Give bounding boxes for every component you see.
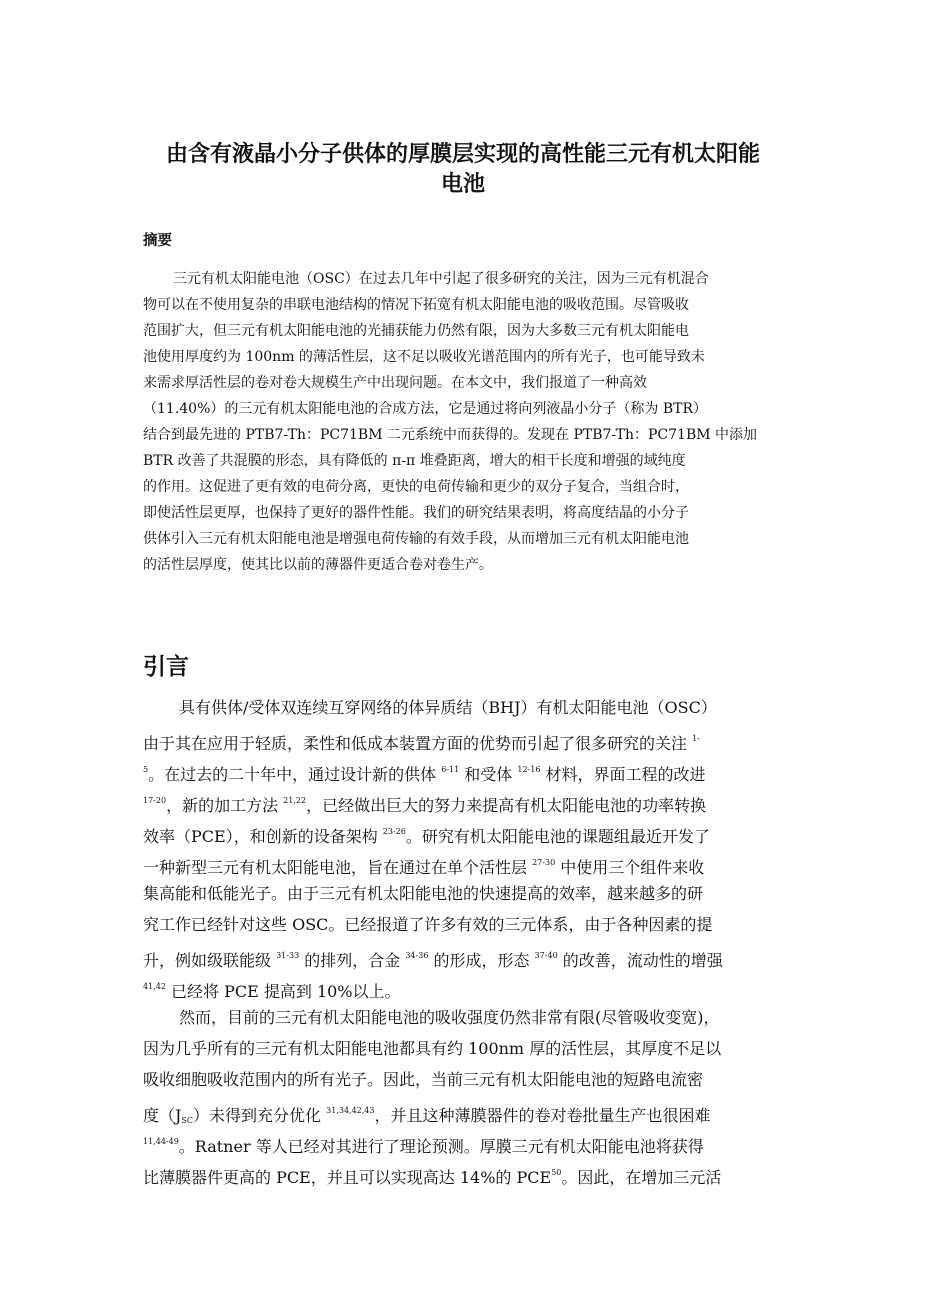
abstract-line: 的活性层厚度，使其比以前的薄器件更适合卷对卷生产。	[143, 557, 493, 573]
abstract-line: 即使活性层更厚，也保持了更好的器件性能。我们的研究结果表明，将高度结晶的小分子	[143, 505, 689, 521]
citation-ref: 1-	[692, 734, 700, 743]
intro-text: 究工作已经针对这些 OSC。已经报道了许多有效的三元体系，由于各种因素的提	[143, 915, 713, 934]
subscript: SC	[181, 1116, 194, 1125]
intro-text: 效率（PCE），和创新的设备架构	[143, 827, 383, 846]
intro-text: 一种新型三元有机太阳能电池，旨在通过在单个活性层	[143, 858, 533, 877]
title-line-1: 由含有液晶小分子供体的厚膜层实现的高性能三元有机太阳能	[165, 142, 760, 167]
intro-line	[143, 1157, 793, 1188]
intro-line	[143, 1064, 793, 1095]
intro-text: 然而，目前的三元有机太阳能电池的吸收强度仍然非常有限(尽管吸收变宽)，	[179, 1008, 720, 1027]
intro-line	[143, 754, 793, 785]
intro-text: 因为几乎所有的三元有机太阳能电池都具有约 100nm 厚的活性层，其厚度不足以	[143, 1039, 722, 1058]
citation-ref: 5	[143, 765, 149, 774]
abstract-body	[143, 266, 783, 578]
intro-line	[143, 971, 793, 1002]
citation-ref: 6-11	[441, 765, 460, 774]
abstract-line: 供体引入三元有机太阳能电池是增强电荷传输的有效手段，从而增加三元有机太阳能电池	[143, 531, 689, 547]
intro-text: ，并且这种薄膜器件的卷对卷批量生产也很困难	[374, 1106, 711, 1125]
citation-ref: 21,22	[283, 796, 307, 805]
intro-text: ，已经做出巨大的努力来提高有机太阳能电池的功率转换	[306, 796, 707, 815]
abstract-line: 结合到最先进的 PTB7-Th：PC71BM 二元系统中而获得的。发现在 PTB7-Th：PC71BM 中添加	[143, 427, 758, 443]
introduction-heading: 引言	[143, 654, 189, 680]
intro-text: 比薄膜器件更高的 PCE，并且可以实现高达 14%的 PCE	[143, 1168, 552, 1187]
citation-ref: 31-33	[276, 951, 300, 960]
intro-line	[143, 723, 793, 754]
intro-text: 已经将 PCE 提高到 10%以上。	[165, 982, 401, 1001]
intro-text: 的改善，流动性的增强	[557, 951, 723, 970]
intro-line	[143, 1033, 793, 1064]
intro-text: 度（J	[143, 1106, 182, 1125]
intro-line	[143, 1126, 793, 1157]
citation-ref: 37-40	[534, 951, 558, 960]
intro-text: 。因此，在增加三元活	[561, 1168, 722, 1187]
abstract-line: BTR 改善了共混膜的形态，具有降低的 π-π 堆叠距离，增大的相干长度和增强的域纯度	[143, 453, 686, 469]
citation-ref: 11,44-49	[143, 1137, 179, 1146]
intro-line	[143, 816, 793, 847]
abstract-line: 物可以在不使用复杂的串联电池结构的情况下拓宽有机太阳能电池的吸收范围。尽管吸收	[143, 297, 689, 313]
intro-line	[143, 878, 793, 909]
intro-line	[143, 909, 793, 940]
intro-line	[143, 847, 793, 878]
citation-ref: 41,42	[143, 982, 166, 991]
intro-text: 集高能和低能光子。由于三元有机太阳能电池的快速提高的效率，越来越多的研	[143, 884, 704, 903]
intro-text: ）未得到充分优化	[193, 1106, 327, 1125]
abstract-line: 范围扩大，但三元有机太阳能电池的光捕获能力仍然有限，因为大多数三元有机太阳能电	[143, 323, 689, 339]
intro-text: 。Ratner 等人已经对其进行了理论预测。厚膜三元有机太阳能电池将获得	[178, 1137, 704, 1156]
intro-text: 的排列，合金	[299, 951, 406, 970]
intro-text: 具有供体/受体双连续互穿网络的体异质结（BHJ）有机太阳能电池（OSC）	[179, 698, 717, 717]
intro-text: 吸收细胞吸收范围内的所有光子。因此，当前三元有机太阳能电池的短路电流密	[143, 1070, 704, 1089]
citation-ref: 50	[551, 1168, 562, 1177]
abstract-heading: 摘要	[143, 233, 172, 249]
intro-text: 升，例如级联能级	[143, 951, 277, 970]
citation-ref: 23-26	[382, 827, 406, 836]
citation-ref: 27-30	[532, 858, 556, 867]
intro-text: 中使用三个组件来收	[555, 858, 705, 877]
abstract-line: 池使用厚度约为 100nm 的薄活性层，这不足以吸收光谱范围内的所有光子，也可能导致未	[143, 349, 705, 365]
abstract-line: （11.40%）的三元有机太阳能电池的合成方法，它是通过将向列液晶小分子（称为 BTR）	[143, 401, 707, 417]
intro-line	[143, 1095, 793, 1126]
citation-ref: 12-16	[517, 765, 541, 774]
citation-ref: 31,34,42,43	[326, 1106, 375, 1115]
citation-ref: 17-20	[143, 796, 167, 805]
intro-line	[143, 785, 793, 816]
intro-text: 。在过去的二十年中，通过设计新的供体	[148, 765, 442, 784]
intro-text: 由于其在应用于轻质，柔性和低成本装置方面的优势而引起了很多研究的关注	[143, 734, 693, 753]
intro-text: 和受体	[459, 765, 518, 784]
title-line-2: 电池	[440, 172, 485, 197]
abstract-line: 的作用。这促进了更有效的电荷分离，更快的电荷传输和更少的双分子复合，当组合时，	[143, 479, 689, 495]
intro-line	[143, 940, 793, 971]
abstract-line: 三元有机太阳能电池（OSC）在过去几年中引起了很多研究的关注，因为三元有机混合	[173, 271, 709, 287]
intro-line	[143, 692, 793, 723]
intro-text: 材料，界面工程的改进	[540, 765, 706, 784]
intro-text: 的形成，形态	[428, 951, 535, 970]
intro-text: 。研究有机太阳能电池的课题组最近开发了	[405, 827, 710, 846]
paper-title	[120, 140, 806, 200]
intro-text: ，新的加工方法	[166, 796, 284, 815]
intro-line	[143, 1002, 793, 1033]
abstract-line: 来需求厚活性层的卷对卷大规模生产中出现问题。在本文中，我们报道了一种高效	[143, 375, 647, 391]
citation-ref: 34-36	[405, 951, 429, 960]
introduction-body	[143, 692, 793, 1188]
